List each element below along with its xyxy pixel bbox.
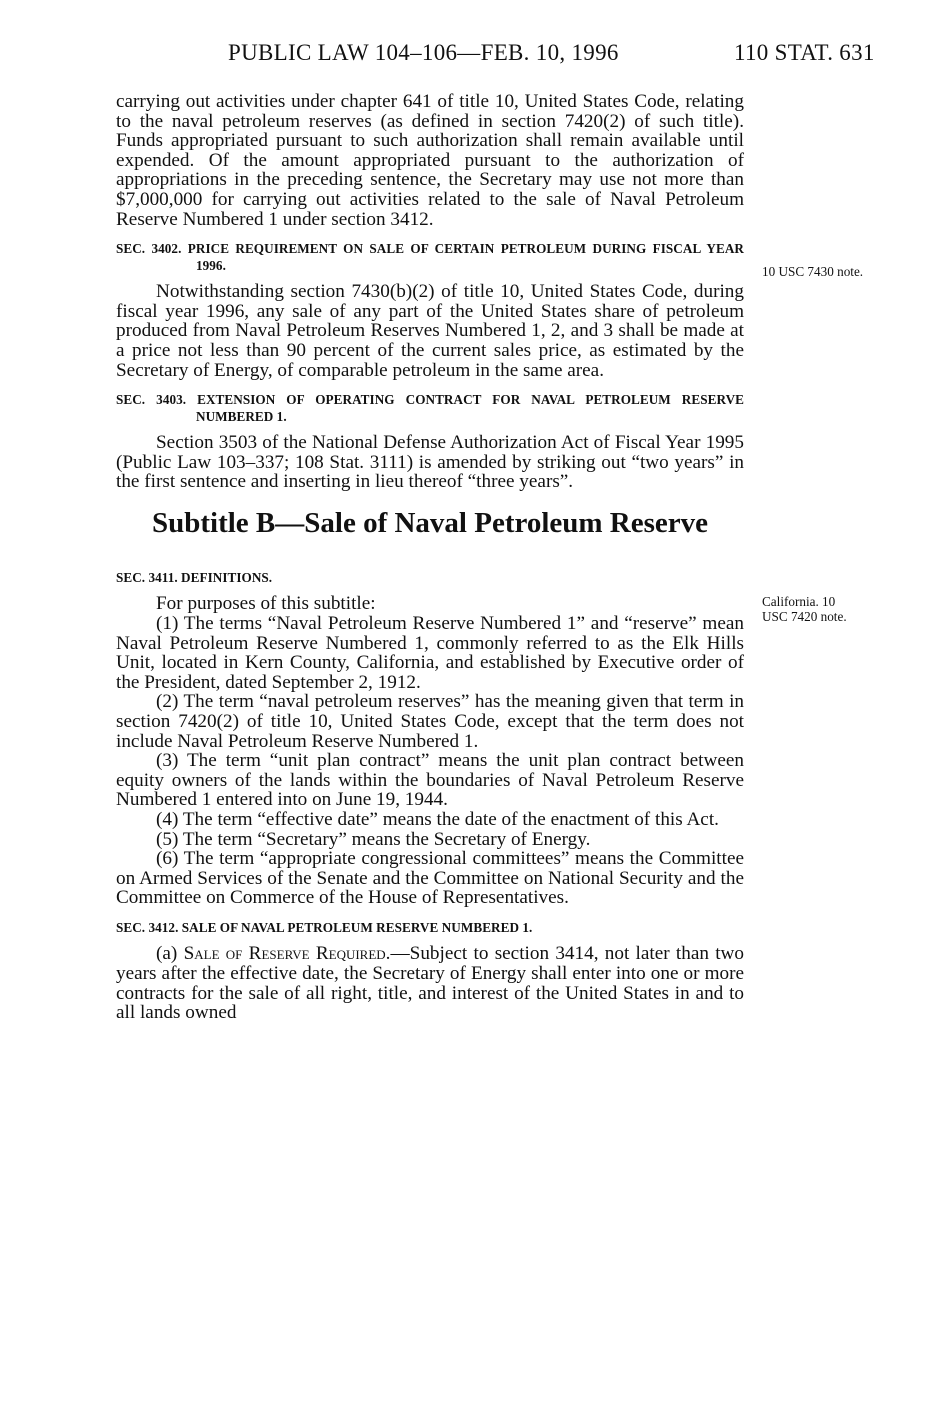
definition-2: (2) The term “naval petroleum reserves” has the meaning given that term in section 7420(2) of title 10, United States Code, except that the term does not include Naval Petroleum Reserve Numbered 1.: [116, 691, 744, 752]
subsection-text: —Subject to section 3414, not later than two years after the effective date, the Secretary of Energy shall enter into one or more contracts for the sale of all right, title, and interest of the United States in and to all lands owned: [116, 943, 745, 1024]
paragraph-3411-intro: For purposes of this subtitle:: [156, 593, 376, 615]
paragraph-3402: Notwithstanding section 7430(b)(2) of title 10, United States Code, during fiscal year 1996, any sale of any part of the United States share of petroleum produced from Naval Petroleum Reserves Numbered 1, 2, and 3 shall be made at a price not less than 90 percent of the current sales price, as estimated by the Secretary of Energy, of comparable petroleum in the same area.: [116, 281, 744, 381]
subtitle-heading: Subtitle B—Sale of Naval Petroleum Reserve: [151, 506, 708, 539]
margin-note-subtitle: California. 10 USC 7420 note.: [762, 594, 847, 624]
margin-note-3402: 10 USC 7430 note.: [762, 264, 864, 279]
paragraph-3403: Section 3503 of the National Defense Authorization Act of Fiscal Year 1995 (Public Law 103–337; 108 Stat. 3111) is amended by striking out “two years” in the first sentence and inserting in lieu thereof “three years”.: [116, 432, 744, 493]
section-heading-3412: SEC. 3412. SALE OF NAVAL PETROLEUM RESERVE NUMBERED 1.: [116, 919, 533, 935]
section-heading-3403: SEC. 3403. EXTENSION OF OPERATING CONTRACT FOR NAVAL PETROLEUM RESERVE NUMBERED 1.: [116, 392, 744, 424]
definition-1: (1) The terms “Naval Petroleum Reserve Numbered 1” and “reserve” mean Naval Petroleum Reserve Numbered 1, commonly referred to as the Elk Hills Unit, located in Kern County, California, and established by Executive order of the President, dated September 2, 1912.: [116, 613, 744, 693]
subsection-label: (a): [156, 943, 184, 965]
running-header-title: PUBLIC LAW 104–106—FEB. 10, 1996: [228, 40, 619, 65]
section-heading-3402: SEC. 3402. PRICE REQUIREMENT ON SALE OF CERTAIN PETROLEUM DURING FISCAL YEAR 1996.: [116, 241, 744, 273]
definition-3: (3) The term “unit plan contract” means the unit plan contract between equity owners of the lands within the boundaries of Naval Petroleum Reserve Numbered 1 entered into on June 19, 1944.: [116, 750, 744, 811]
section-heading-3411: SEC. 3411. DEFINITIONS.: [116, 569, 273, 585]
definition-4: (4) The term “effective date” means the date of the enactment of this Act.: [156, 808, 719, 830]
subsection-heading: Sale of Reserve Required.: [183, 943, 391, 965]
running-header-page-number: 110 STAT. 631: [734, 40, 875, 65]
definition-6: (6) The term “appropriate congressional committees” means the Committee on Armed Services of the Senate and the Committee on National Security and the Committee on Commerce of the House of Representatives.: [116, 848, 744, 909]
definition-5: (5) The term “Secretary” means the Secretary of Energy.: [156, 828, 591, 850]
main-text-column: [116, 92, 744, 1023]
paragraph-3412-a: [116, 944, 744, 1022]
paragraph-intro: carrying out activities under chapter 641 of title 10, United States Code, relating to the naval petroleum reserves (as defined in section 7420(2) of such title). Funds appropriated pursuant to such authorization shall remain available until expended. Of the amount appropriated pursuant to the authorization of appropriations in the preceding sentence, the Secretary may use not more than $7,000,000 for carrying out activities related to the sale of Naval Petroleum Reserve Numbered 1 under section 3412.: [116, 91, 744, 230]
